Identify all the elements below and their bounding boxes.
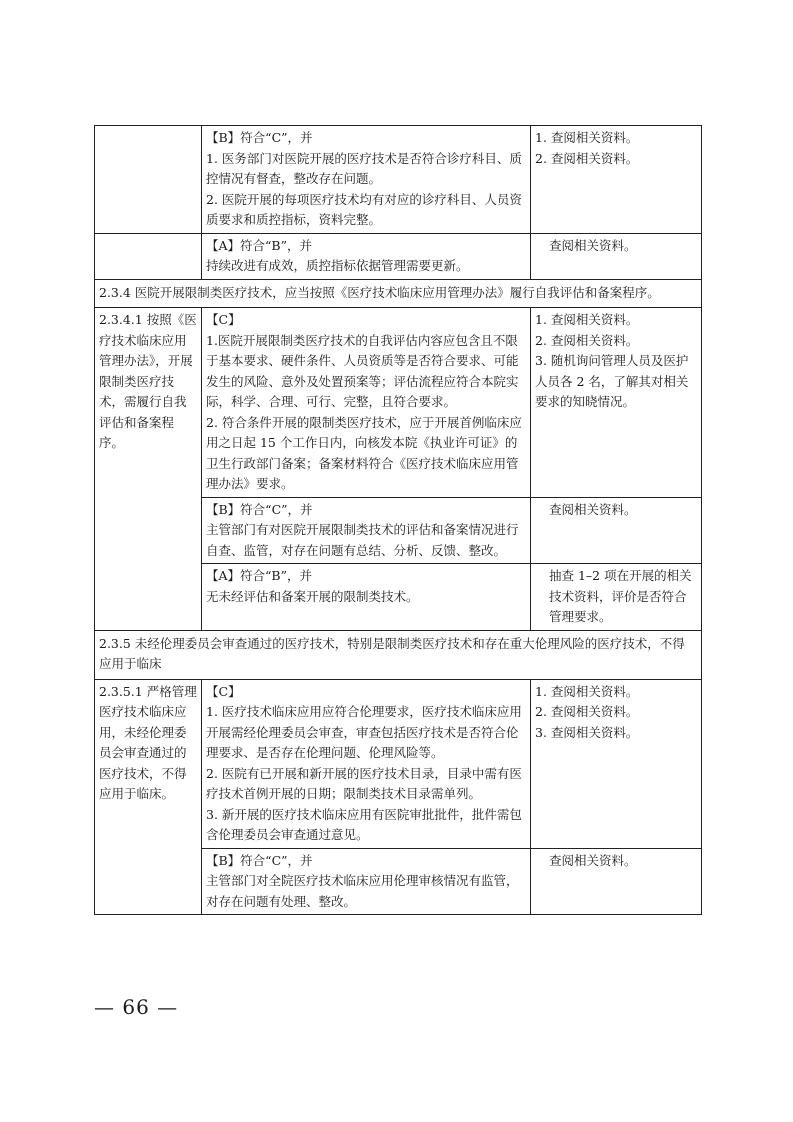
item-cell-2-3-5-1: 2.3.5.1 严格管理医疗技术临床应用，未经伦理委员会审查通过的医疗技术，不得应用于临床。 xyxy=(95,679,202,915)
criteria-cell xyxy=(202,564,531,631)
method-cell xyxy=(531,848,702,915)
method-line: 1. 查阅相关资料。 xyxy=(535,130,639,145)
method-cell xyxy=(531,679,702,848)
method-cell xyxy=(531,497,702,564)
item-cell-empty xyxy=(95,233,202,279)
section-heading-row xyxy=(95,630,702,679)
criteria-line: 持续改进有成效，质控指标依据管理需要更新。 xyxy=(206,258,469,273)
criteria-title: 【B】符合“C”，并 xyxy=(206,852,313,868)
criteria-line: 2. 符合条件开展的限制类医疗技术，应于开展首例临床应用之日起 15 个工作日内，向核发本院《执业许可证》的卫生行政部门备案；备案材料符合《医疗技术临床应用管理办法》要求。 xyxy=(206,414,522,491)
standards-table xyxy=(94,125,702,915)
criteria-line: 无未经评估和备案开展的限制类技术。 xyxy=(206,588,419,604)
criteria-line: 2. 医院开展的每项医疗技术均有对应的诊疗科目、人员资质要求和质控指标，资料完整。 xyxy=(206,191,522,227)
method-line: 查阅相关资料。 xyxy=(549,501,637,517)
method-line: 1. 查阅相关资料。 xyxy=(535,312,639,327)
criteria-title: 【A】符合“B”，并 xyxy=(206,237,312,253)
criteria-cell xyxy=(202,233,531,279)
table-row xyxy=(95,233,702,279)
criteria-title: 【B】符合“C”，并 xyxy=(206,130,313,145)
criteria-line: 主管部门对全院医疗技术临床应用伦理审核情况有监管，对存在问题有处理、整改。 xyxy=(206,873,519,909)
item-cell-2-3-4-1: 2.3.4.1 按照《医疗技术临床应用管理办法》，开展限制类医疗技术，需履行自我评估和备案程序。 xyxy=(95,308,202,631)
method-line: 2. 查阅相关资料。 xyxy=(535,704,639,719)
page-number: — 66 — xyxy=(94,995,179,1019)
criteria-cell xyxy=(202,126,531,234)
method-line: 3. 随机询问管理人员及医护人员各 2 名，了解其对相关要求的知晓情况。 xyxy=(535,353,689,409)
criteria-cell xyxy=(202,679,531,848)
table-row xyxy=(95,126,702,234)
section-heading-2-3-5: 2.3.5 未经伦理委员会审查通过的医疗技术，特别是限制类医疗技术和存在重大伦理风险的医疗技术，不得应用于临床 xyxy=(95,630,702,679)
criteria-title: 【C】 xyxy=(206,312,241,327)
method-cell xyxy=(531,126,702,234)
criteria-line: 1. 医务部门对医院开展的医疗技术是否符合诊疗科目、质控情况有督查，整改存在问题。 xyxy=(206,150,522,186)
method-cell xyxy=(531,564,702,631)
method-line: 抽查 1–2 项在开展的相关技术资料，评价是否符合管理要求。 xyxy=(549,568,692,624)
method-cell xyxy=(531,233,702,279)
method-line: 查阅相关资料。 xyxy=(549,237,637,253)
criteria-line: 主管部门有对医院开展限制类技术的评估和备案情况进行自查、监管，对存在问题有总结、分析、反馈、整改。 xyxy=(206,522,519,558)
criteria-cell xyxy=(202,497,531,564)
method-line: 查阅相关资料。 xyxy=(549,852,637,868)
method-line: 2. 查阅相关资料。 xyxy=(535,332,639,348)
section-heading-row xyxy=(95,279,702,308)
method-line: 1. 查阅相关资料。 xyxy=(535,683,639,699)
section-heading-2-3-4: 2.3.4 医院开展限制类医疗技术，应当按照《医疗技术临床应用管理办法》履行自我评估和备案程序。 xyxy=(95,279,702,308)
criteria-cell xyxy=(202,848,531,915)
criteria-cell xyxy=(202,308,531,498)
method-line: 3. 查阅相关资料。 xyxy=(535,724,639,740)
criteria-title: 【A】符合“B”，并 xyxy=(206,568,312,583)
table-row xyxy=(95,679,702,848)
table-row xyxy=(95,308,702,498)
criteria-line: 3. 新开展的医疗技术临床应用有医院审批批件，批件需包含伦理委员会审查通过意见。 xyxy=(206,806,522,842)
item-cell-empty xyxy=(95,126,202,234)
criteria-title: 【B】符合“C”，并 xyxy=(206,501,313,517)
method-line: 2. 查阅相关资料。 xyxy=(535,150,639,166)
criteria-title: 【C】 xyxy=(206,683,241,699)
criteria-line: 1. 医疗技术临床应用应符合伦理要求，医疗技术临床应用开展需经伦理委员会审查，审查包括医疗技术是否符合伦理要求、是否存在伦理问题、伦理风险等。 xyxy=(206,704,522,760)
criteria-line: 1.医院开展限制类医疗技术的自我评估内容应包含且不限于基本要求、硬件条件、人员资质等是否符合要求、可能发生的风险、意外及处置预案等；评估流程应符合本院实际，科学、合理、可行、完整，且符合要求。 xyxy=(206,332,519,409)
criteria-line: 2. 医院有已开展和新开展的医疗技术目录，目录中需有医疗技术首例开展的日期；限制类技术目录需单列。 xyxy=(206,765,522,801)
method-cell xyxy=(531,308,702,498)
